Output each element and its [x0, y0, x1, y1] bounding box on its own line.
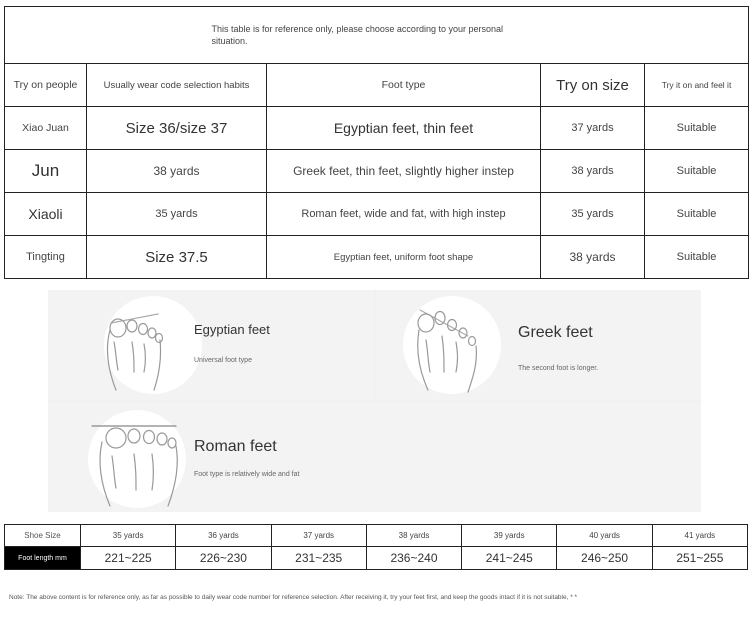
cell-feel: Suitable	[645, 193, 749, 236]
cell-habit: 38 yards	[87, 150, 267, 193]
cell-try-size: 38 yards	[541, 236, 645, 279]
header-row	[5, 64, 749, 107]
length-cell: 221~225	[81, 547, 176, 570]
length-cell: 241~245	[462, 547, 557, 570]
header-try-size: Try on size	[541, 64, 645, 107]
greek-feet-card	[376, 290, 701, 400]
cell-try-size: 35 yards	[541, 193, 645, 236]
cell-feel: Suitable	[645, 107, 749, 150]
cell-person: Xiaoli	[5, 193, 87, 236]
length-cell: 231~235	[271, 547, 366, 570]
cell-habit: Size 37.5	[87, 236, 267, 279]
shoe-size-label: Shoe Size	[5, 525, 81, 547]
size-table	[4, 524, 748, 570]
size-cell: 41 yards	[652, 525, 747, 547]
egyptian-foot-icon	[48, 290, 374, 400]
size-cell: 37 yards	[271, 525, 366, 547]
cell-person: Jun	[5, 150, 87, 193]
egyptian-feet-card	[48, 290, 374, 400]
roman-feet-card	[48, 402, 701, 512]
roman-feet-description: Foot type is relatively wide and fat	[194, 471, 300, 478]
table-row	[5, 150, 749, 193]
header-feel: Try it on and feel it	[645, 64, 749, 107]
greek-feet-title: Greek feet	[518, 324, 593, 341]
cell-habit: 35 yards	[87, 193, 267, 236]
cell-habit: Size 36/size 37	[87, 107, 267, 150]
cell-feel: Suitable	[645, 150, 749, 193]
size-cell: 39 yards	[462, 525, 557, 547]
cell-foot-type: Egyptian feet, uniform foot shape	[267, 236, 541, 279]
table-row	[5, 107, 749, 150]
table-row	[5, 193, 749, 236]
foot-length-label: Foot length mm	[5, 547, 81, 570]
egyptian-feet-title: Egyptian feet	[194, 322, 270, 337]
header-habit: Usually wear code selection habits	[87, 64, 267, 107]
cell-try-size: 37 yards	[541, 107, 645, 150]
reference-notice	[5, 7, 749, 64]
length-cell: 246~250	[557, 547, 652, 570]
cell-person: Tingting	[5, 236, 87, 279]
length-cell: 251~255	[652, 547, 747, 570]
roman-foot-icon	[48, 402, 701, 512]
size-cell: 36 yards	[176, 525, 271, 547]
foot-length-row	[5, 547, 748, 570]
size-cell: 35 yards	[81, 525, 176, 547]
footnote: Note: The above content is for reference only, as far as possible to daily wear code number for reference selection. After receiving it, try your feet first, and keep the goods intact if it is not suitable, * *	[9, 594, 578, 601]
cell-foot-type: Egyptian feet, thin feet	[267, 107, 541, 150]
size-cell: 38 yards	[366, 525, 461, 547]
cell-person: Xiao Juan	[5, 107, 87, 150]
shoe-size-row	[5, 525, 748, 547]
header-person: Try on people	[5, 64, 87, 107]
length-cell: 236~240	[366, 547, 461, 570]
egyptian-feet-description: Universal foot type	[194, 357, 252, 364]
foot-type-panel	[48, 290, 701, 512]
reference-table	[4, 6, 749, 279]
cell-foot-type: Roman feet, wide and fat, with high instep	[267, 193, 541, 236]
size-cell: 40 yards	[557, 525, 652, 547]
greek-foot-icon	[376, 290, 701, 400]
length-cell: 226~230	[176, 547, 271, 570]
reference-notice-text: This table is for reference only, please choose according to your personal situation.	[211, 24, 503, 46]
roman-feet-title: Roman feet	[194, 438, 277, 455]
table-row	[5, 236, 749, 279]
cell-foot-type: Greek feet, thin feet, slightly higher instep	[267, 150, 541, 193]
cell-try-size: 38 yards	[541, 150, 645, 193]
cell-feel: Suitable	[645, 236, 749, 279]
header-foot-type: Foot type	[267, 64, 541, 107]
greek-feet-description: The second foot is longer.	[518, 365, 599, 372]
